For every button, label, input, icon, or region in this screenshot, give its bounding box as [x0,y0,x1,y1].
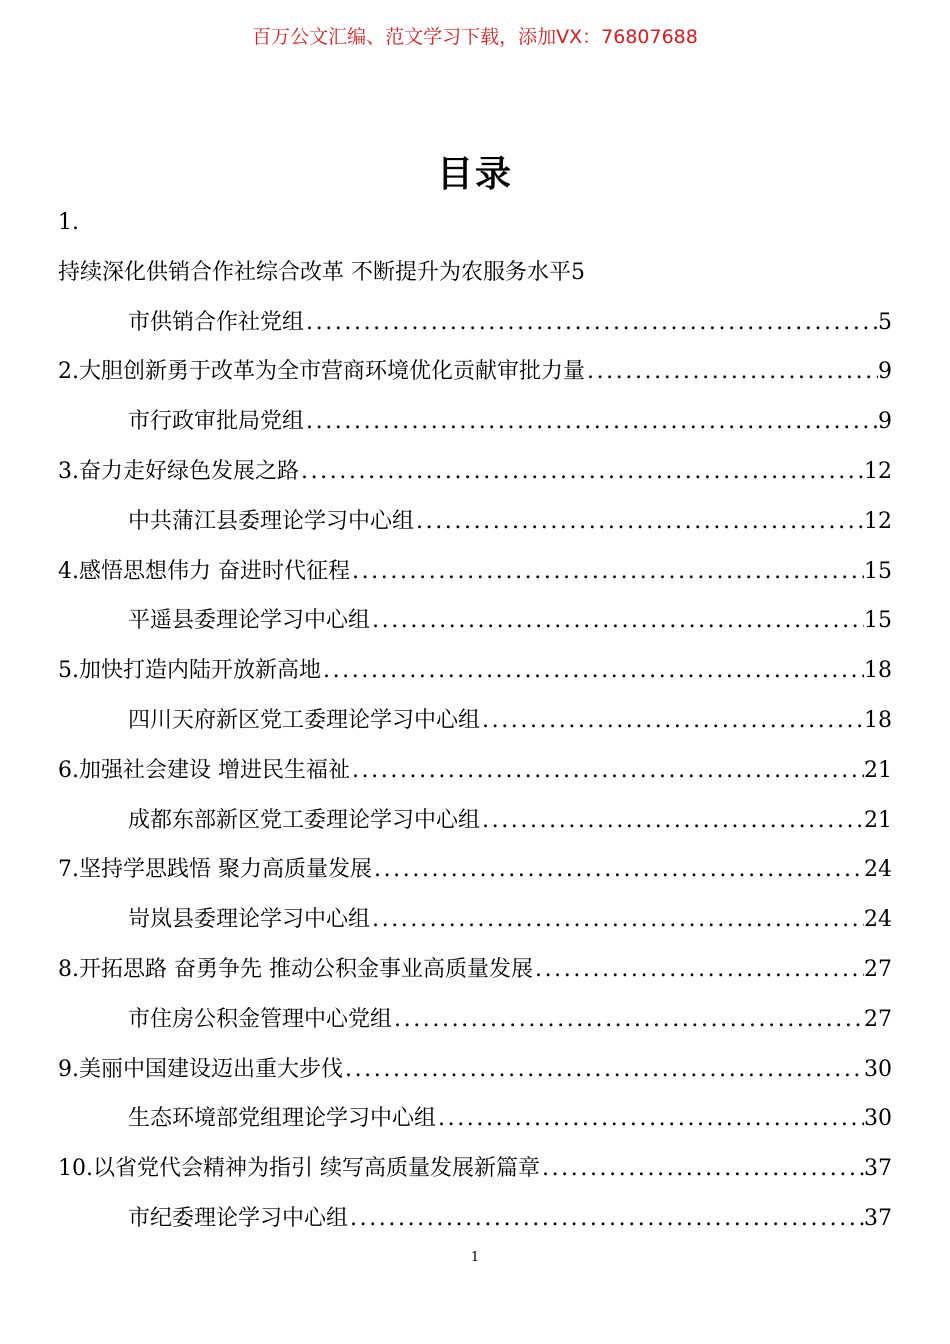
toc-entry-author[interactable] [58,995,892,1045]
dot-leader [304,298,878,348]
toc-entry-title-label: 10.以省党代会精神为指引 续写高质量发展新篇章 [58,1156,540,1182]
toc-entry-title[interactable] [58,746,892,796]
dot-leader [304,397,878,447]
toc-entry-author-label: 岢岚县委理论学习中心组 [128,907,371,933]
toc-page-number: 12 [864,458,892,484]
toc-entry-title[interactable] [58,447,892,497]
dot-leader [321,646,864,696]
toc-page-number: 27 [864,956,892,982]
toc-entry-title[interactable] [58,1045,892,1095]
toc-entry-title-label: 5.加快打造内陆开放新高地 [58,658,321,684]
toc-entry-title-label: 8.开拓思路 奋勇争先 推动公积金事业高质量发展 [58,956,533,982]
dot-leader [343,1045,864,1095]
toc-entry-number[interactable] [58,198,892,248]
toc-entry-title-label: 3.奋力走好绿色发展之路 [58,458,299,484]
dot-leader [585,347,878,397]
toc-page-number: 24 [864,857,892,883]
toc-entries-list [58,347,892,1243]
dot-leader [414,497,864,547]
toc-page-number: 27 [864,1006,892,1032]
toc-entry-title[interactable] [58,248,892,298]
toc-entry-author[interactable] [58,895,892,945]
table-of-contents [58,198,892,1244]
toc-entry-author-label: 四川天府新区党工委理论学习中心组 [128,707,481,733]
toc-entry-number-label: 1. [58,210,79,235]
toc-entry-title-label: 6.加强社会建设 增进民生福祉 [58,757,350,783]
toc-entry-title[interactable] [58,547,892,597]
toc-entry-author-label: 平遥县委理论学习中心组 [128,608,371,634]
toc-page-number: 21 [864,757,892,783]
dot-leader [350,746,864,796]
toc-entry-author[interactable] [58,397,892,447]
dot-leader [436,1094,864,1144]
toc-entry-author-label: 生态环境部党组理论学习中心组 [128,1106,437,1132]
toc-page-number: 37 [864,1205,892,1231]
toc-entry-author[interactable] [58,298,892,348]
toc-page-number: 18 [864,707,892,733]
toc-page-number: 5 [878,309,892,335]
toc-entry-title[interactable] [58,646,892,696]
toc-page-number: 9 [878,359,892,385]
toc-entry-title[interactable] [58,1144,892,1194]
toc-page-number: 30 [864,1106,892,1132]
toc-entry-author[interactable] [58,696,892,746]
page-title: 目录 [436,154,513,195]
toc-entry-title[interactable] [58,347,892,397]
dot-leader [299,447,864,497]
dot-leader [350,547,864,597]
toc-entry-author[interactable] [58,596,892,646]
toc-page-number: 18 [864,658,892,684]
dot-leader [370,895,864,945]
dot-leader [348,1194,864,1244]
toc-entry-title[interactable] [58,845,892,895]
toc-entry-title-label: 持续深化供销合作社综合改革 不断提升为农服务水平5 [58,259,585,285]
dot-leader [533,945,864,995]
toc-entry-author-label: 中共蒲江县委理论学习中心组 [128,508,415,534]
toc-page-number: 15 [864,608,892,634]
dot-leader [540,1144,864,1194]
toc-entry-title-label: 9.美丽中国建设迈出重大步伐 [58,1056,343,1082]
toc-entry-author-label: 市供销合作社党组 [128,309,305,335]
footer-page-number: 1 [470,1250,480,1265]
toc-page-number: 15 [864,558,892,584]
toc-page-number: 9 [878,409,892,435]
toc-entry-author-label: 市住房公积金管理中心党组 [128,1006,393,1032]
toc-entry-title-label: 7.坚持学思践悟 聚力高质量发展 [58,857,372,883]
dot-leader [370,596,864,646]
toc-entry-author[interactable] [58,1194,892,1244]
toc-entry-author[interactable] [58,796,892,846]
toc-page-number: 12 [864,508,892,534]
toc-entry-title[interactable] [58,945,892,995]
toc-entry-author-label: 成都东部新区党工委理论学习中心组 [128,807,481,833]
toc-page-number: 21 [864,807,892,833]
dot-leader [480,796,864,846]
toc-page-number: 37 [864,1156,892,1182]
dot-leader [392,995,864,1045]
dot-leader [372,845,864,895]
toc-entry-title-label: 2.大胆创新勇于改革为全市营商环境优化贡献审批力量 [58,359,585,385]
toc-page-number: 30 [864,1056,892,1082]
toc-entry-author[interactable] [58,1094,892,1144]
dot-leader [480,696,864,746]
toc-entry-author[interactable] [58,497,892,547]
toc-entry-author-label: 市行政审批局党组 [128,409,305,435]
toc-entry-author-label: 市纪委理论学习中心组 [128,1205,349,1231]
header-watermark-note: 百万公文汇编、范文学习下载，添加VX：76807688 [252,26,698,48]
toc-page-number: 24 [864,907,892,933]
toc-entry-title-label: 4.感悟思想伟力 奋进时代征程 [58,558,350,584]
